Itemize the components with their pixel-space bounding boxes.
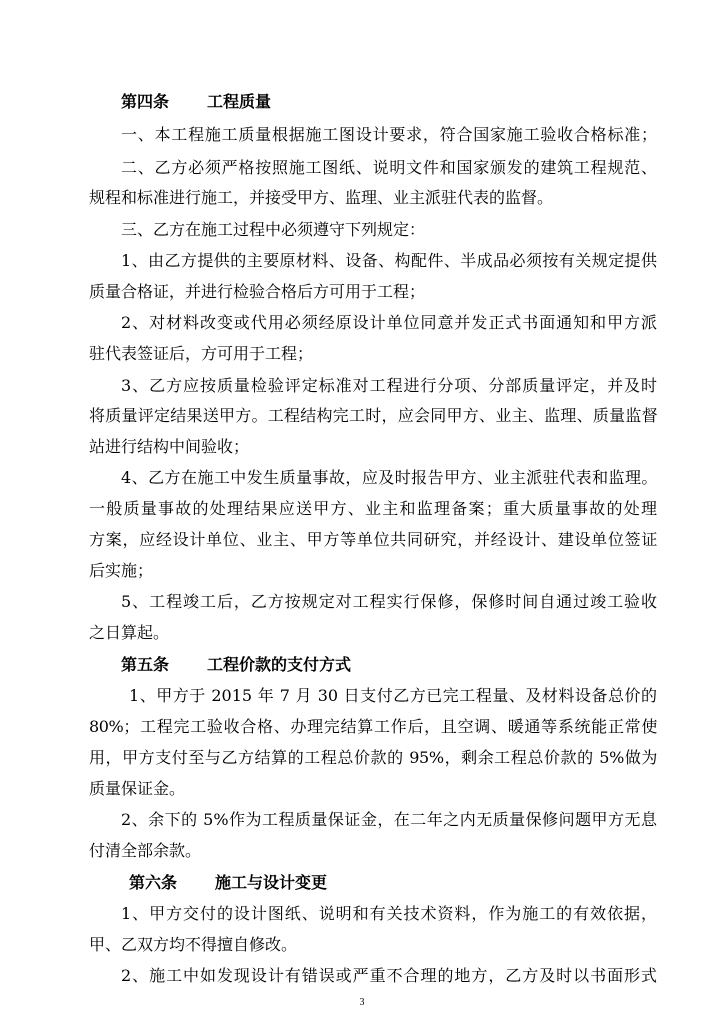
article-4-heading xyxy=(121,92,271,112)
article-5-line: 80%；工程完工验收合格、办理完结算工作后，且空调、暖通等系统能正常使 xyxy=(89,717,657,736)
article-5-line: 1、甲方于 2015 年 7 月 30 日支付乙方已完工程量、及材料设备总价的 xyxy=(129,686,657,705)
article-4-line: 三、乙方在施工过程中必须遵守下列规定： xyxy=(121,220,426,239)
article-4-line: 一般质量事故的处理结果应送甲方、业主和监理备案；重大质量事故的处理 xyxy=(89,499,657,518)
article-4-line: 方案，应经设计单位、业主、甲方等单位共同研究，并经设计、建设单位签证 xyxy=(89,530,657,549)
article-6-line: 1、甲方交付的设计图纸、说明和有关技术资料，作为施工的有效依据， xyxy=(121,904,657,923)
article-5-line: 付清全部余款。 xyxy=(89,841,202,860)
article-4-line: 二、乙方必须严格按照施工图纸、说明文件和国家颁发的建筑工程规范、 xyxy=(121,158,657,177)
article-5-number: 第五条 xyxy=(121,655,170,674)
article-4-number: 第四条 xyxy=(121,92,170,111)
article-4-line: 质量合格证，并进行检验合格后方可用于工程； xyxy=(89,282,426,301)
article-5-title: 工程价款的支付方式 xyxy=(207,655,352,674)
article-4-title: 工程质量 xyxy=(207,92,272,111)
article-5-line: 2、余下的 5%作为工程质量保证金，在二年之内无质量保修问题甲方无息 xyxy=(121,810,657,829)
article-5-line: 质量保证金。 xyxy=(89,779,186,798)
article-6-number: 第六条 xyxy=(129,873,178,892)
article-4-line: 将质量评定结果送甲方。工程结构完工时，应会同甲方、业主、监理、质量监督 xyxy=(89,406,657,425)
article-6-line: 甲、乙双方均不得擅自修改。 xyxy=(89,935,298,954)
article-6-heading xyxy=(129,873,327,893)
article-4-line: 2、对材料改变或代用必须经原设计单位同意并发正式书面通知和甲方派 xyxy=(121,313,657,332)
article-4-line: 5、工程竣工后，乙方按规定对工程实行保修，保修时间自通过竣工验收 xyxy=(121,592,657,611)
article-6-line: 2、施工中如发现设计有错误或严重不合理的地方，乙方及时以书面形式 xyxy=(121,966,657,985)
article-4-line: 4、乙方在施工中发生质量事故，应及时报告甲方、业主派驻代表和监理。 xyxy=(121,468,657,487)
article-4-line: 3、乙方应按质量检验评定标准对工程进行分项、分部质量评定，并及时 xyxy=(121,376,657,395)
page-number: 3 xyxy=(359,997,365,1008)
article-5-heading xyxy=(121,655,351,675)
article-4-line: 站进行结构中间验收； xyxy=(89,437,250,456)
article-4-line: 之日算起。 xyxy=(89,623,170,642)
article-4-line: 后实施； xyxy=(89,561,154,580)
article-4-line: 驻代表签证后，方可用于工程； xyxy=(89,344,314,363)
article-5-line: 用，甲方支付至与乙方结算的工程总价款的 95%，剩余工程总价款的 5%做为 xyxy=(89,748,657,767)
article-4-line: 规程和标准进行施工，并接受甲方、监理、业主派驻代表的监督。 xyxy=(89,188,554,207)
article-4-line: 一、本工程施工质量根据施工图设计要求，符合国家施工验收合格标准； xyxy=(121,125,657,144)
article-4-line: 1、由乙方提供的主要原材料、设备、构配件、半成品必须按有关规定提供 xyxy=(121,251,657,270)
article-6-title: 施工与设计变更 xyxy=(215,873,328,892)
